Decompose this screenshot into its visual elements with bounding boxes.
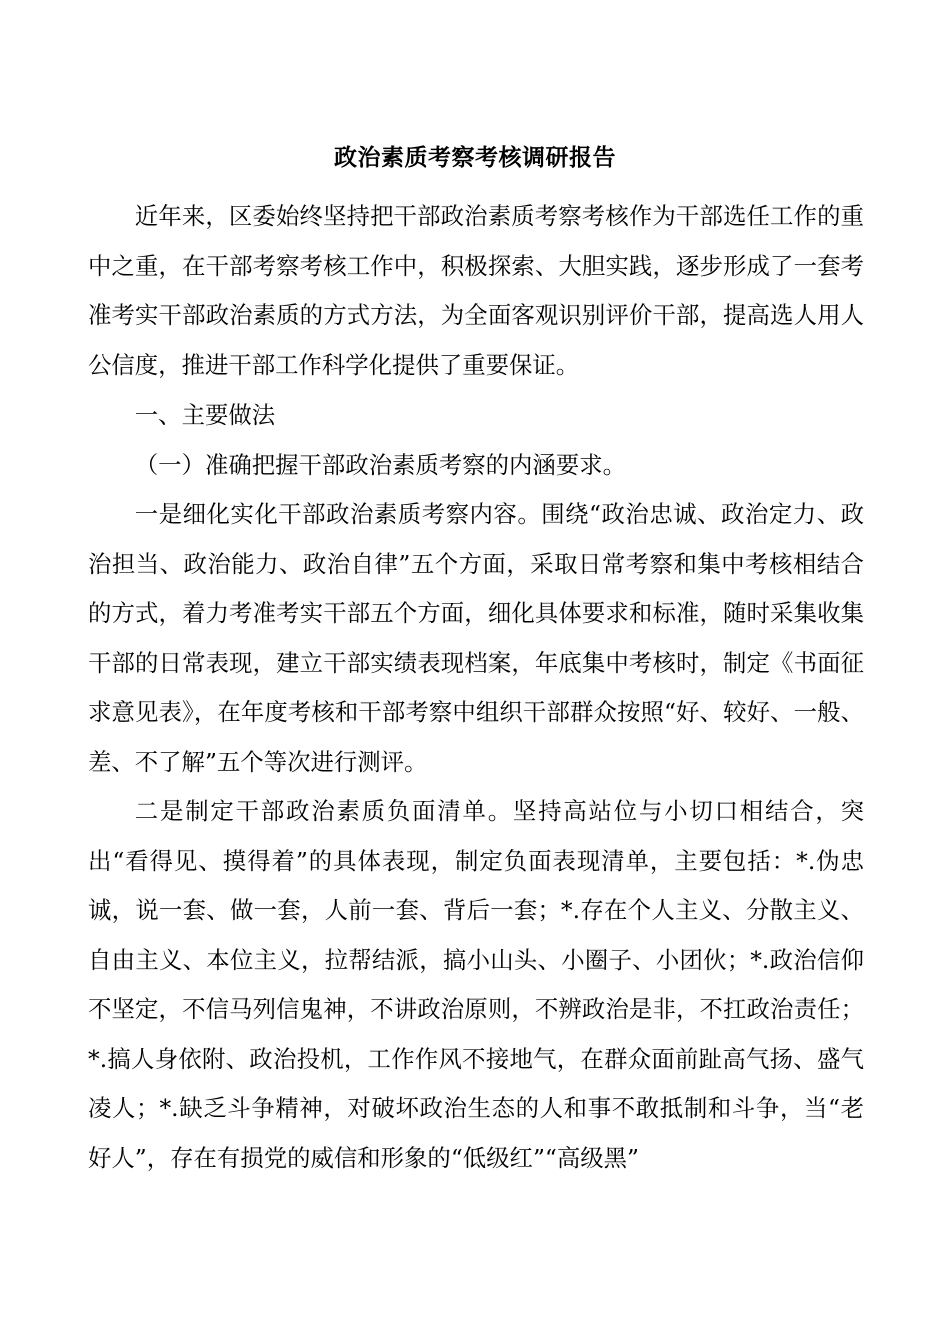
paragraph-intro: 近年来，区委始终坚持把干部政治素质考察考核作为干部选任工作的重中之重，在干部考察考核工作中，积极探索、大胆实践，逐步形成了一套考准考实干部政治素质的方式方法，为全面客观识别评价干部，提高选人用人公信度，推进干部工作科学化提供了重要保证。 xyxy=(88,202,864,379)
section-heading-main-practices: 一、主要做法 xyxy=(134,401,276,429)
paragraph-point-1: 一是细化实化干部政治素质考察内容。围绕“政治忠诚、政治定力、政治担当、政治能力、政治自律”五个方面，采取日常考察和集中考核相结合的方式，着力考准考实干部五个方面，细化具体要求和标准，随时采集收集干部的日常表现，建立干部实绩表现档案，年底集中考核时，制定《书面征求意见表》，在年度考核和干部考察中组织干部群众按照“好、较好、一般、差、不了解”五个等次进行测评。 xyxy=(88,500,864,776)
subsection-heading-1: （一）准确把握干部政治素质考察的内涵要求。 xyxy=(134,450,626,479)
paragraph-point-2: 二是制定干部政治素质负面清单。坚持高站位与小切口相结合，突出“看得见、摸得着”的具体表现，制定负面表现清单，主要包括：*.伪忠诚，说一套、做一套，人前一套、背后一套；*.存在个人主义、分散主义、自由主义、本位主义，拉帮结派，搞小山头、小圈子、小团伙；*.政治信仰不坚定，不信马列信鬼神，不讲政治原则，不辨政治是非，不扛政治责任；*.搞人身依附、政治投机，工作作风不接地气，在群众面前趾高气扬、盛气凌人；*.缺乏斗争精神，对破坏政治生态的人和事不敢抵制和斗争，当“老好人”，存在有损党的威信和形象的“低级红”“高级黑” xyxy=(88,797,864,1172)
document-body xyxy=(88,192,864,1183)
document-title: 政治素质考察考核调研报告 xyxy=(334,144,616,171)
